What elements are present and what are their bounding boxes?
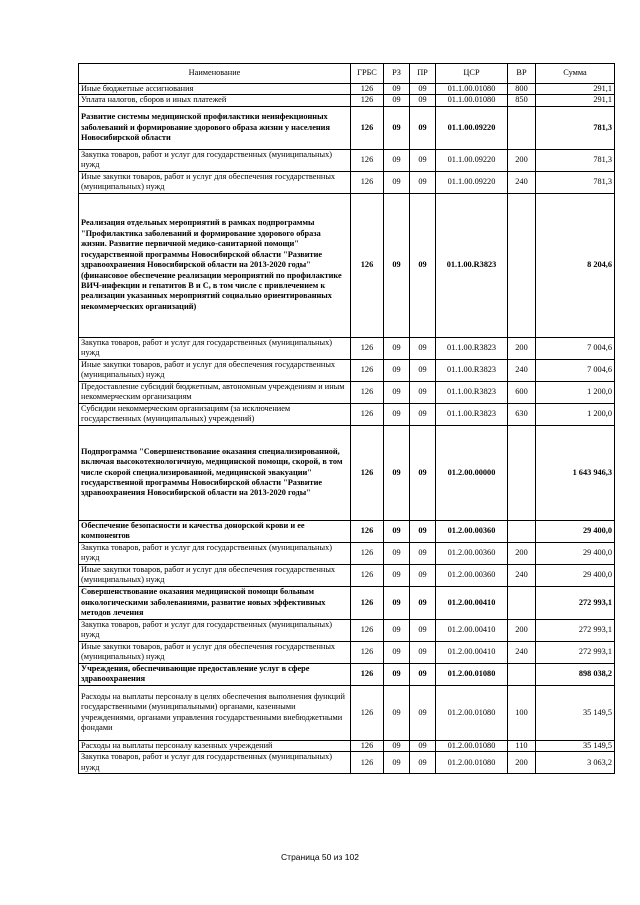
cell-rz: 09: [384, 171, 410, 193]
header-sum: Сумма: [536, 64, 615, 84]
cell-csr: 01.2.00.00000: [436, 425, 508, 520]
cell-rz: 09: [384, 84, 410, 95]
cell-rz: 09: [384, 193, 410, 337]
cell-name: Учреждения, обеспечивающие предоставление услуг в сфере здравоохранения: [79, 663, 351, 685]
table-row: [79, 171, 615, 193]
cell-rz: 09: [384, 641, 410, 663]
table-row: [79, 641, 615, 663]
cell-pr: 09: [410, 381, 436, 403]
cell-name: Закупка товаров, работ и услуг для государственных (муниципальных) нужд: [79, 149, 351, 171]
cell-csr: 01.2.00.01080: [436, 663, 508, 685]
cell-grbs: 126: [351, 381, 384, 403]
cell-csr: 01.2.00.01080: [436, 685, 508, 740]
cell-grbs: 126: [351, 425, 384, 520]
cell-name: Иные закупки товаров, работ и услуг для обеспечения государственных (муниципальных) нужд: [79, 171, 351, 193]
header-csr: ЦСР: [436, 64, 508, 84]
cell-grbs: 126: [351, 520, 384, 542]
page-number: Страница 50 из 102: [281, 852, 359, 862]
cell-sum: 29 400,0: [536, 542, 615, 564]
cell-sum: 291,1: [536, 95, 615, 106]
header-vr: ВР: [508, 64, 536, 84]
cell-vr: 240: [508, 641, 536, 663]
cell-rz: 09: [384, 586, 410, 619]
cell-sum: 3 063,2: [536, 752, 615, 774]
cell-name: Закупка товаров, работ и услуг для государственных (муниципальных) нужд: [79, 542, 351, 564]
cell-pr: 09: [410, 95, 436, 106]
cell-pr: 09: [410, 337, 436, 359]
cell-pr: 09: [410, 193, 436, 337]
cell-name: Развитие системы медицинской профилактики неинфекционных заболеваний и формирование здорового образа жизни у населения Новосибирской области: [79, 106, 351, 149]
table-row: [79, 149, 615, 171]
table-row: [79, 586, 615, 619]
cell-rz: 09: [384, 663, 410, 685]
cell-vr: 800: [508, 84, 536, 95]
table-row: [79, 564, 615, 586]
cell-name: Закупка товаров, работ и услуг для государственных (муниципальных) нужд: [79, 619, 351, 641]
cell-sum: 1 200,0: [536, 381, 615, 403]
cell-sum: 781,3: [536, 106, 615, 149]
cell-name: Уплата налогов, сборов и иных платежей: [79, 95, 351, 106]
cell-vr: 240: [508, 359, 536, 381]
cell-sum: 29 400,0: [536, 564, 615, 586]
cell-sum: 29 400,0: [536, 520, 615, 542]
cell-grbs: 126: [351, 663, 384, 685]
header-grbs: ГРБС: [351, 64, 384, 84]
table-row: [79, 381, 615, 403]
cell-name: Субсидии некоммерческим организациям (за исключением государственных (муниципальных) учреждений): [79, 403, 351, 425]
cell-pr: 09: [410, 84, 436, 95]
cell-grbs: 126: [351, 84, 384, 95]
table-row: [79, 663, 615, 685]
cell-csr: 01.1.00.R3823: [436, 193, 508, 337]
table-header-row: [79, 64, 615, 84]
cell-csr: 01.2.00.00410: [436, 586, 508, 619]
cell-vr: 240: [508, 564, 536, 586]
cell-rz: 09: [384, 564, 410, 586]
cell-sum: 291,1: [536, 84, 615, 95]
table-row: [79, 619, 615, 641]
cell-name: Иные закупки товаров, работ и услуг для обеспечения государственных (муниципальных) нужд: [79, 359, 351, 381]
cell-name: Совершенствование оказания медицинской помощи больным онкологическими заболеваниями, развитие новых эффективных методов лечения: [79, 586, 351, 619]
cell-grbs: 126: [351, 564, 384, 586]
cell-grbs: 126: [351, 193, 384, 337]
cell-csr: 01.2.00.00360: [436, 564, 508, 586]
cell-csr: 01.2.00.01080: [436, 752, 508, 774]
cell-rz: 09: [384, 520, 410, 542]
cell-grbs: 126: [351, 95, 384, 106]
cell-vr: [508, 663, 536, 685]
cell-rz: 09: [384, 106, 410, 149]
cell-pr: 09: [410, 740, 436, 751]
cell-name: Подпрограмма "Совершенствование оказания специализированной, включая высокотехнологичную, медицинской помощи, скорой, в том числе скорой специализированной, медицинской эвакуации" государственной программы Новосибирской области "Развитие здравоохранения Новосибирской области на 2013-2020 годы": [79, 425, 351, 520]
table-row: [79, 337, 615, 359]
cell-vr: [508, 586, 536, 619]
cell-name: Расходы на выплаты персоналу в целях обеспечения выполнения функций государственными (муниципальными) органами, казенными учреждениями, органами управления государственными внебюджетными фондами: [79, 685, 351, 740]
cell-pr: 09: [410, 106, 436, 149]
cell-name: Иные бюджетные ассигнования: [79, 84, 351, 95]
header-pr: ПР: [410, 64, 436, 84]
cell-grbs: 126: [351, 542, 384, 564]
cell-pr: 09: [410, 542, 436, 564]
table-row: [79, 84, 615, 95]
cell-name: Закупка товаров, работ и услуг для государственных (муниципальных) нужд: [79, 337, 351, 359]
cell-sum: 8 204,6: [536, 193, 615, 337]
cell-name: Иные закупки товаров, работ и услуг для обеспечения государственных (муниципальных) нужд: [79, 641, 351, 663]
cell-grbs: 126: [351, 586, 384, 619]
budget-table: [78, 63, 615, 774]
cell-csr: 01.1.00.09220: [436, 106, 508, 149]
cell-vr: 200: [508, 149, 536, 171]
cell-grbs: 126: [351, 619, 384, 641]
cell-pr: 09: [410, 663, 436, 685]
cell-csr: 01.1.00.01080: [436, 84, 508, 95]
cell-pr: 09: [410, 171, 436, 193]
cell-sum: 1 200,0: [536, 403, 615, 425]
cell-vr: 630: [508, 403, 536, 425]
table-row: [79, 752, 615, 774]
cell-rz: 09: [384, 359, 410, 381]
table-row: [79, 359, 615, 381]
cell-pr: 09: [410, 586, 436, 619]
cell-pr: 09: [410, 564, 436, 586]
cell-sum: 7 004,6: [536, 337, 615, 359]
cell-sum: 272 993,1: [536, 619, 615, 641]
cell-rz: 09: [384, 381, 410, 403]
cell-rz: 09: [384, 337, 410, 359]
cell-name: Предоставление субсидий бюджетным, автономным учреждениям и иным некоммерческим организациям: [79, 381, 351, 403]
cell-name: Закупка товаров, работ и услуг для государственных (муниципальных) нужд: [79, 752, 351, 774]
cell-csr: 01.1.00.R3823: [436, 359, 508, 381]
cell-grbs: 126: [351, 359, 384, 381]
header-rz: РЗ: [384, 64, 410, 84]
table-row: [79, 520, 615, 542]
cell-grbs: 126: [351, 106, 384, 149]
cell-sum: 35 149,5: [536, 685, 615, 740]
cell-name: Иные закупки товаров, работ и услуг для обеспечения государственных (муниципальных) нужд: [79, 564, 351, 586]
cell-csr: 01.1.00.R3823: [436, 381, 508, 403]
cell-grbs: 126: [351, 752, 384, 774]
cell-csr: 01.1.00.09220: [436, 171, 508, 193]
cell-sum: 35 149,5: [536, 740, 615, 751]
cell-vr: [508, 193, 536, 337]
cell-sum: 781,3: [536, 149, 615, 171]
cell-vr: 200: [508, 337, 536, 359]
cell-rz: 09: [384, 740, 410, 751]
cell-vr: 850: [508, 95, 536, 106]
cell-vr: 100: [508, 685, 536, 740]
cell-grbs: 126: [351, 171, 384, 193]
table-row: [79, 425, 615, 520]
cell-rz: 09: [384, 403, 410, 425]
table-row: [79, 193, 615, 337]
table-row: [79, 542, 615, 564]
cell-vr: [508, 425, 536, 520]
cell-csr: 01.2.00.01080: [436, 740, 508, 751]
cell-rz: 09: [384, 149, 410, 171]
cell-csr: 01.1.00.01080: [436, 95, 508, 106]
cell-grbs: 126: [351, 403, 384, 425]
cell-pr: 09: [410, 359, 436, 381]
cell-vr: 200: [508, 752, 536, 774]
table-row: [79, 95, 615, 106]
cell-vr: 200: [508, 619, 536, 641]
table-body: [79, 84, 615, 774]
cell-rz: 09: [384, 542, 410, 564]
cell-sum: 781,3: [536, 171, 615, 193]
cell-csr: 01.2.00.00410: [436, 619, 508, 641]
cell-grbs: 126: [351, 149, 384, 171]
cell-grbs: 126: [351, 685, 384, 740]
cell-name: Обеспечение безопасности и качества донорской крови и ее компонентов: [79, 520, 351, 542]
cell-sum: 898 038,2: [536, 663, 615, 685]
cell-pr: 09: [410, 403, 436, 425]
cell-vr: 240: [508, 171, 536, 193]
cell-vr: 110: [508, 740, 536, 751]
cell-pr: 09: [410, 149, 436, 171]
cell-pr: 09: [410, 619, 436, 641]
cell-csr: 01.1.00.R3823: [436, 337, 508, 359]
cell-vr: [508, 520, 536, 542]
cell-grbs: 126: [351, 641, 384, 663]
table-row: [79, 740, 615, 751]
cell-csr: 01.2.00.00410: [436, 641, 508, 663]
header-name: Наименование: [79, 64, 351, 84]
cell-rz: 09: [384, 619, 410, 641]
cell-grbs: 126: [351, 740, 384, 751]
cell-sum: 272 993,1: [536, 586, 615, 619]
cell-vr: [508, 106, 536, 149]
cell-sum: 272 993,1: [536, 641, 615, 663]
cell-name: Реализация отдельных мероприятий в рамках подпрограммы "Профилактика заболеваний и формирование здорового образа жизни. Развитие первичной медико-санитарной помощи" государственной программы Новосибирской области "Развитие здравоохранения Новосибирской области на 2013-2020 годы" (финансовое обеспечение реализации мероприятий по профилактике ВИЧ-инфекции и гепатитов B и C, в том числе с привлечением к реализации указанных мероприятий социально ориентированных некоммерческих организаций): [79, 193, 351, 337]
cell-name: Расходы на выплаты персоналу казенных учреждений: [79, 740, 351, 751]
table-row: [79, 106, 615, 149]
cell-rz: 09: [384, 425, 410, 520]
cell-sum: 1 643 946,3: [536, 425, 615, 520]
cell-pr: 09: [410, 685, 436, 740]
cell-rz: 09: [384, 685, 410, 740]
cell-pr: 09: [410, 425, 436, 520]
cell-csr: 01.1.00.09220: [436, 149, 508, 171]
cell-csr: 01.1.00.R3823: [436, 403, 508, 425]
cell-sum: 7 004,6: [536, 359, 615, 381]
cell-rz: 09: [384, 752, 410, 774]
cell-csr: 01.2.00.00360: [436, 520, 508, 542]
cell-rz: 09: [384, 95, 410, 106]
cell-pr: 09: [410, 520, 436, 542]
cell-csr: 01.2.00.00360: [436, 542, 508, 564]
cell-pr: 09: [410, 641, 436, 663]
cell-vr: 200: [508, 542, 536, 564]
cell-vr: 600: [508, 381, 536, 403]
table-row: [79, 685, 615, 740]
cell-pr: 09: [410, 752, 436, 774]
table-row: [79, 403, 615, 425]
cell-grbs: 126: [351, 337, 384, 359]
